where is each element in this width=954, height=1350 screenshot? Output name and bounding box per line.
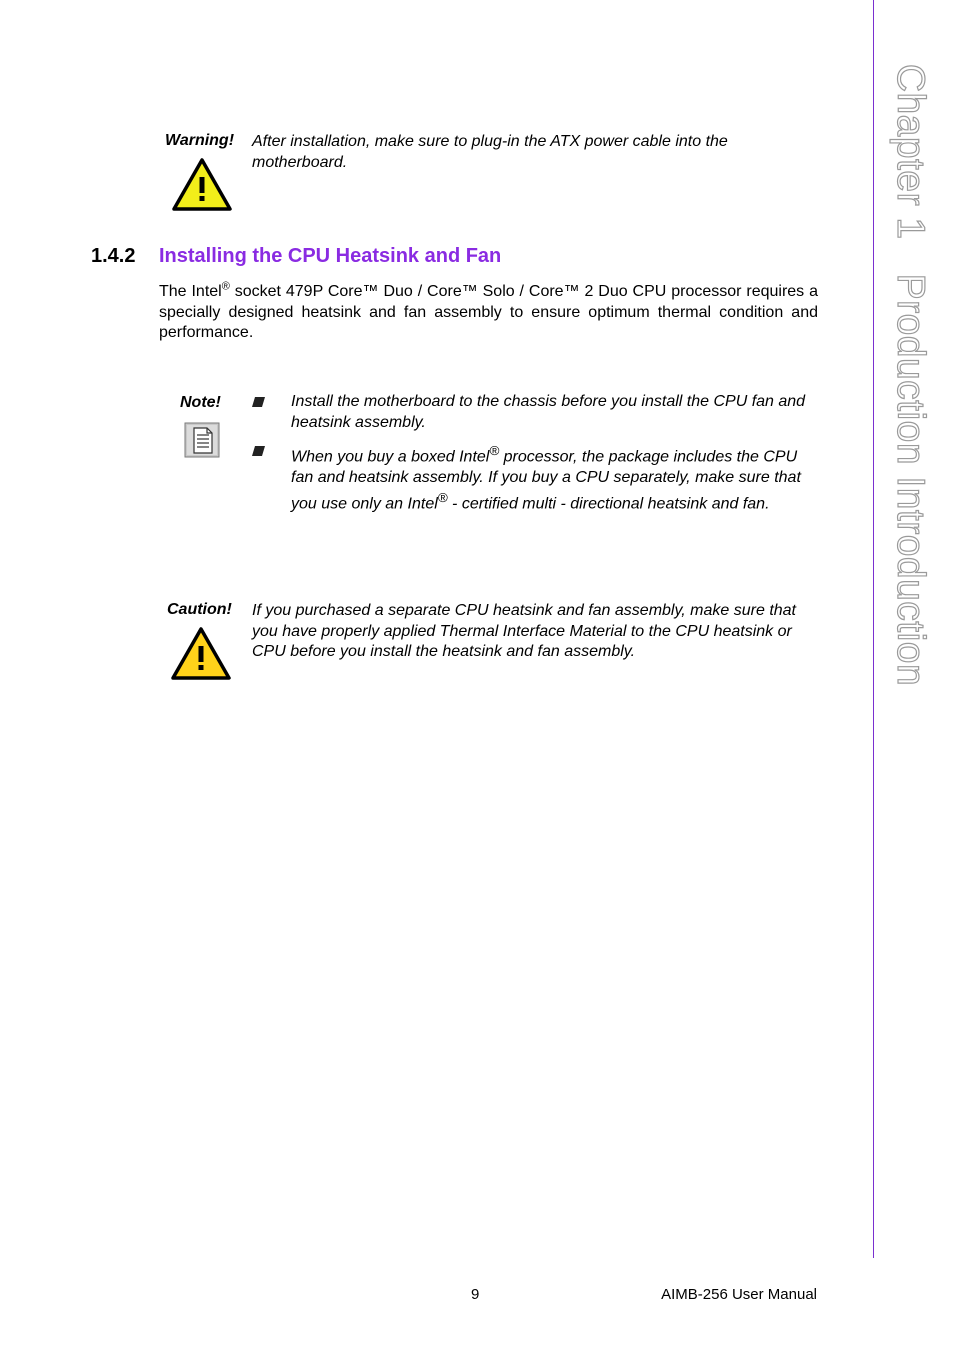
registered-mark: ® xyxy=(489,443,500,458)
registered-mark: ® xyxy=(437,490,448,506)
para-text-start: The Intel xyxy=(159,283,222,300)
note-item-text: Install the motherboard to the chassis before you install the CPU fan and heatsink assembly. xyxy=(291,393,806,431)
note-label: Note! xyxy=(180,394,221,411)
side-divider-rule xyxy=(873,0,874,1258)
warning-text: After installation, make sure to plug-in the ATX power cable into the motherboard. xyxy=(252,133,728,171)
warning-triangle-icon xyxy=(171,157,233,213)
section-paragraph xyxy=(159,282,818,344)
chapter-label: Chapter 1 xyxy=(889,63,932,240)
caution-label: Caution! xyxy=(167,601,232,618)
manual-title: AIMB-256 User Manual xyxy=(661,1286,817,1303)
square-bullet-icon xyxy=(252,397,265,407)
caution-text: If you purchased a separate CPU heatsink and fan assembly, make sure that you have properly applied Thermal Interface Material to the CPU heatsink or CPU before you install the heatsink and fan assembly. xyxy=(252,602,796,660)
list-item xyxy=(252,392,817,433)
page-number: 9 xyxy=(471,1286,480,1303)
section-number: 1.4.2 xyxy=(91,245,136,267)
note-item-text-end: - certified multi - directional heatsink and fan. xyxy=(447,495,770,513)
caution-triangle-icon xyxy=(170,626,232,682)
note-item-text: When you buy a boxed Intel xyxy=(291,448,490,466)
section-title: Installing the CPU Heatsink and Fan xyxy=(159,245,502,267)
note-item-text-cont: processor, the package includes the CPU fan and heatsink assembly. If you buy a CPU separately, make sure that you use only an Intel xyxy=(291,448,801,513)
registered-mark: ® xyxy=(221,280,230,293)
note-document-icon xyxy=(184,422,220,458)
list-item xyxy=(252,441,817,515)
para-text-rest: socket 479P Core™ Duo / Core™ Solo / Core™ 2 Duo CPU processor requires a specially designed heatsink and fan assembly to ensure optimum thermal condition and performance. xyxy=(159,283,818,341)
warning-label: Warning! xyxy=(165,132,235,149)
square-bullet-icon xyxy=(252,446,265,456)
note-list xyxy=(252,392,817,523)
chapter-title: Production Introduction xyxy=(889,273,932,687)
